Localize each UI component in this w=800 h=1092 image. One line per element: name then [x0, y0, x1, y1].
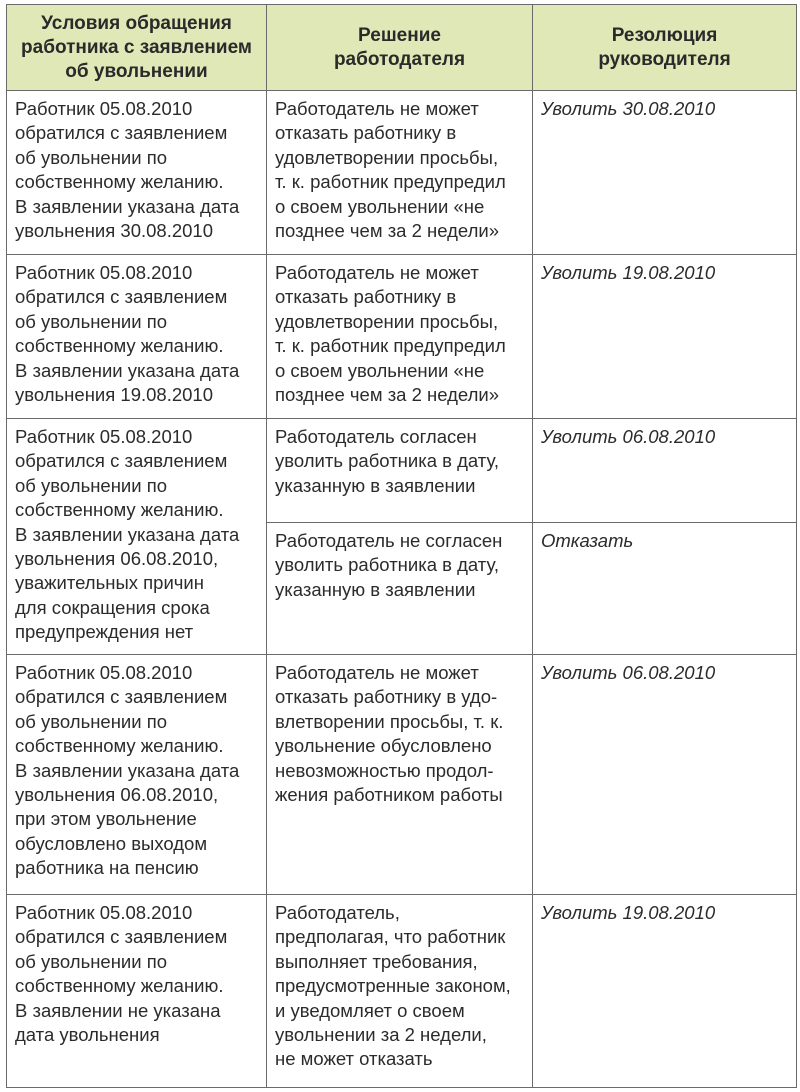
header-decision: Решение работодателя [267, 5, 533, 91]
decision-cell: Работодатель не может отказать работнику в удовлетворении просьбы, т. к. работник предупредил о своем увольнении «не позднее чем за 2 недели» [267, 91, 533, 255]
condition-cell: Работник 05.08.2010 обратился с заявлением об увольнении по собственному желанию. В заявлении указана дата увольнения 06.08.2010, уважительных причин для сокращения срока предупреждения нет [7, 419, 267, 655]
decision-cell: Работодатель не может отказать работнику в удовлетворении просьбы, т. к. работник предупредил о своем увольнении «не позднее чем за 2 недели» [267, 255, 533, 419]
condition-cell: Работник 05.08.2010 обратился с заявлением об увольнении по собственному желанию. В заявлении не указана дата увольнения [7, 895, 267, 1088]
resolution-cell: Уволить 19.08.2010 [533, 895, 797, 1088]
resolution-cell: Уволить 30.08.2010 [533, 91, 797, 255]
resolution-cell: Отказать [533, 523, 797, 655]
table-row [7, 91, 797, 255]
resolution-cell: Уволить 19.08.2010 [533, 255, 797, 419]
decision-cell: Работодатель согласен уволить работника в дату, указанную в заявлении [267, 419, 533, 523]
condition-cell: Работник 05.08.2010 обратился с заявлением об увольнении по собственному желанию. В заявлении указана дата увольнения 06.08.2010, при этом увольнение обусловлено выходом работника на пенсию [7, 655, 267, 895]
table-header-row [7, 5, 797, 91]
condition-cell: Работник 05.08.2010 обратился с заявлением об увольнении по собственному желанию. В заявлении указана дата увольнения 19.08.2010 [7, 255, 267, 419]
table-row [7, 655, 797, 895]
table-row [7, 419, 797, 523]
table-row [7, 255, 797, 419]
dismissal-table [6, 4, 797, 1088]
decision-cell: Работодатель не согласен уволить работника в дату, указанную в заявлении [267, 523, 533, 655]
header-resolution: Резолюция руководителя [533, 5, 797, 91]
decision-cell: Работодатель, предполагая, что работник выполняет требования, предусмотренные законом, и уведомляет о своем увольнении за 2 недели, не может отказать [267, 895, 533, 1088]
header-conditions: Условия обращения работника с заявлением об увольнении [7, 5, 267, 91]
table-row [7, 895, 797, 1088]
condition-cell: Работник 05.08.2010 обратился с заявлением об увольнении по собственному желанию. В заявлении указана дата увольнения 30.08.2010 [7, 91, 267, 255]
resolution-cell: Уволить 06.08.2010 [533, 655, 797, 895]
decision-cell: Работодатель не может отказать работнику в удо- влетворении просьбы, т. к. увольнение обусловлено невозможностью продол- жения работником работы [267, 655, 533, 895]
resolution-cell: Уволить 06.08.2010 [533, 419, 797, 523]
